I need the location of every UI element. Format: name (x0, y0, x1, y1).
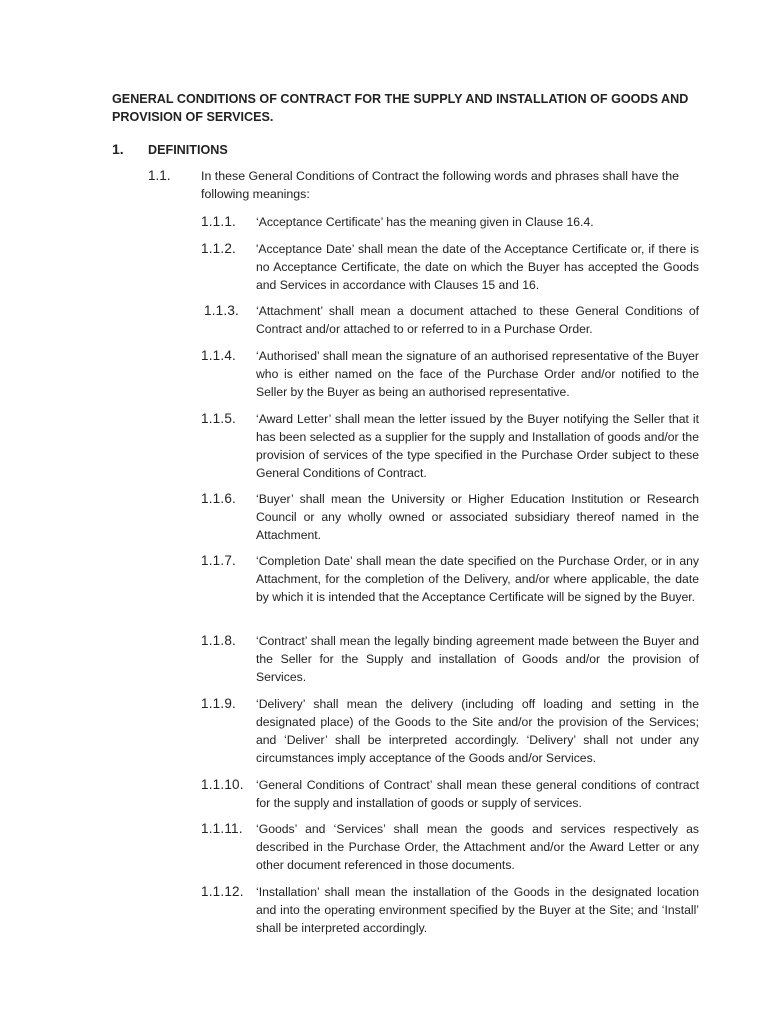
definition-number: 1.1.5. (201, 411, 236, 426)
definition-item (201, 490, 701, 544)
definition-number: 1.1.7. (201, 553, 236, 568)
definition-item (201, 347, 701, 401)
definition-number: 1.1.12. (201, 884, 244, 899)
document-title: GENERAL CONDITIONS OF CONTRACT FOR THE SUPPLY AND INSTALLATION OF GOODS AND PROVISION OF SERVICES. (112, 92, 689, 124)
subsection-text: In these General Conditions of Contract the following words and phrases shall have the following meanings: (201, 169, 680, 201)
definition-number: 1.1.2. (201, 241, 236, 256)
definition-text: ‘General Conditions of Contract’ shall mean these general conditions of contract for the supply and installation of goods or supply of services. (256, 778, 699, 810)
definition-text: ‘Contract’ shall mean the legally binding agreement made between the Buyer and the Seller for the Supply and installation of Goods and/or the provision of Services. (256, 634, 699, 684)
definition-item (201, 302, 701, 338)
definition-number: 1.1.9. (201, 696, 236, 711)
definition-text: ‘Award Letter’ shall mean the letter issued by the Buyer notifying the Seller that it has been selected as a supplier for the supply and Installation of goods and/or the provision of services of the type specified in the Purchase Order subject to these General Conditions of Contract. (256, 412, 699, 480)
definition-text: ‘Attachment’ shall mean a document attached to these General Conditions of Contract and/or attached to or referred to in a Purchase Order. (256, 304, 699, 336)
definition-item (201, 552, 701, 606)
definition-text: ‘Completion Date’ shall mean the date specified on the Purchase Order, or in any Attachment, for the completion of the Delivery, and/or where applicable, the date by which it is intended that the Acceptance Certificate will be signed by the Buyer. (256, 554, 699, 604)
definition-text: 'Acceptance Date’ shall mean the date of the Acceptance Certificate or, if there is no Acceptance Certificate, the date on which the Buyer has accepted the Goods and Services in accordance with Clauses 15 and 16. (256, 242, 699, 292)
definition-number: 1.1.8. (201, 633, 236, 648)
definition-text: ‘Delivery’ shall mean the delivery (including off loading and setting in the designated place) of the Goods to the Site and/or the provision of the Services; and ‘Deliver’ shall be interpreted accordingly. ‘Delivery’ shall not under any circumstances imply acceptance of the Goods and/or Services. (256, 697, 699, 765)
section-title: DEFINITIONS (148, 143, 228, 157)
definition-text: ‘Authorised’ shall mean the signature of an authorised representative of the Buyer who is either named on the face of the Purchase Order and/or notified to the Seller by the Buyer as being an authorised representative. (256, 349, 699, 399)
definition-number: 1.1.1. (201, 214, 236, 229)
definition-item (201, 776, 701, 812)
definition-text: ‘Buyer’ shall mean the University or Higher Education Institution or Research Council or any wholly owned or associated subsidiary thereof named in the Attachment. (256, 492, 699, 542)
definition-number: 1.1.3. (204, 303, 239, 318)
definition-number: 1.1.10. (201, 777, 244, 792)
definition-number: 1.1.4. (201, 348, 236, 363)
definition-item (201, 820, 701, 874)
definition-item (201, 695, 701, 767)
definition-item (201, 632, 701, 686)
definition-item (201, 410, 701, 482)
definition-text: ‘Installation’ shall mean the installation of the Goods in the designated location and into the operating environment specified by the Buyer at the Site; and ‘Install’ shall be interpreted accordingly. (256, 885, 699, 935)
definition-item (201, 213, 701, 231)
definition-item (201, 240, 701, 294)
definition-text: ‘Acceptance Certificate’ has the meaning given in Clause 16.4. (256, 215, 594, 229)
subsection-1-1 (148, 167, 700, 203)
definition-number: 1.1.11. (201, 821, 243, 836)
section-heading (112, 141, 672, 159)
definition-number: 1.1.6. (201, 491, 236, 506)
definition-text: ‘Goods’ and ‘Services’ shall mean the goods and services respectively as described in the Purchase Order, the Attachment and/or the Award Letter or any other document referenced in those documents. (256, 822, 699, 872)
section-number: 1. (112, 141, 124, 157)
subsection-number: 1.1. (148, 168, 171, 183)
definition-item (201, 883, 701, 937)
